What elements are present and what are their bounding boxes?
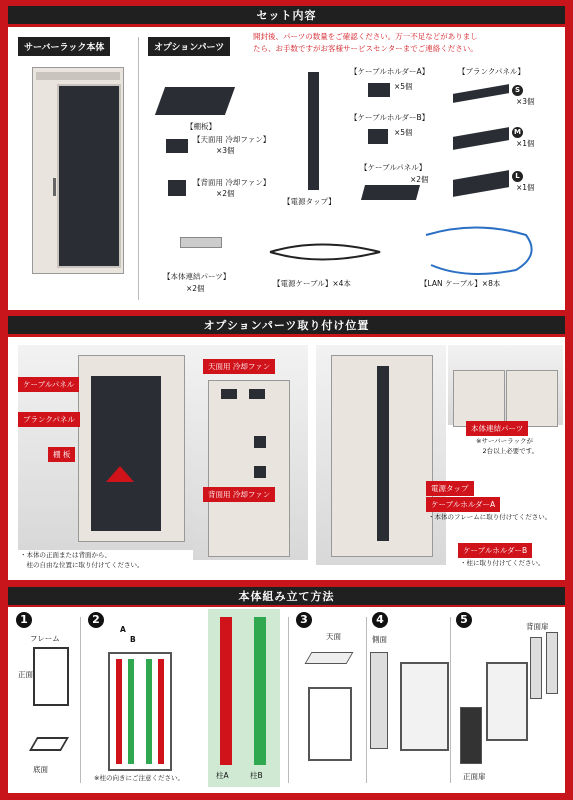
label-holder-b: ケーブルホルダーB xyxy=(458,543,532,558)
rack-handle xyxy=(53,178,56,196)
frame-label: フレーム xyxy=(30,634,60,643)
rack-left xyxy=(453,370,505,427)
label-blank-panel: ブランクパネル xyxy=(18,412,80,427)
blank-s-mark: S xyxy=(512,85,523,96)
back-fan-image xyxy=(168,180,186,196)
rack-open-image xyxy=(78,355,185,542)
notice-line-2: たら、お手数ですがお客様サービスセンターまでご連絡ください。 xyxy=(253,44,478,53)
section-header-options xyxy=(8,316,565,334)
step-2-number: 2 xyxy=(88,612,104,628)
cable-panel-qty: ×2個 xyxy=(410,175,429,184)
blank-m-image xyxy=(453,127,509,150)
pillar-b-mark xyxy=(128,659,134,764)
divider xyxy=(138,37,139,300)
label-cable-panel: ケーブルパネル xyxy=(18,377,79,392)
photo-connector xyxy=(448,345,563,425)
rack-top xyxy=(36,72,120,80)
note-pillar: ・柱に取り付けてください。 xyxy=(460,559,545,567)
top-label: 天面 xyxy=(326,632,341,641)
notice-line-1: 開封後、パーツの数量をご確認ください。万一不足などがありまし xyxy=(253,32,478,41)
side-panel-drawing xyxy=(370,652,388,749)
rack-side-image xyxy=(208,380,290,557)
rack-body-image xyxy=(32,67,124,274)
power-cable-label: 【電源ケーブル】×4本 xyxy=(273,279,351,288)
blank-m-qty: ×1個 xyxy=(516,139,535,148)
photo-front-open xyxy=(18,345,198,550)
section-title: 本体組み立て方法 xyxy=(238,590,335,603)
back-door-drawing xyxy=(530,637,542,699)
front-door-label: 正面扉 xyxy=(463,772,486,781)
rack-right xyxy=(506,370,558,427)
step-3-number: 3 xyxy=(296,612,312,628)
label-connector: 本体連結パーツ xyxy=(466,421,528,436)
label-power-tap: 電源タップ xyxy=(426,481,474,496)
section-title: オプションパーツ取り付け位置 xyxy=(203,319,370,332)
cable-panel-image xyxy=(361,185,420,200)
rack-door-glass xyxy=(57,84,121,268)
label-back-fan: 背面用 冷却ファン xyxy=(203,487,275,502)
divider xyxy=(366,617,367,783)
pillar-a-mark xyxy=(158,659,164,764)
blank-l-mark: L xyxy=(512,171,523,182)
holder-a-qty: ×5個 xyxy=(394,82,413,91)
blank-l-qty: ×1個 xyxy=(516,183,535,192)
holder-b-image xyxy=(368,129,388,144)
bottom-drawing xyxy=(29,737,69,751)
rack-drawing-5 xyxy=(486,662,528,741)
blank-panel-label: 【ブランクパネル】 xyxy=(458,67,525,76)
pillar-b-image xyxy=(254,617,266,765)
holder-a-image xyxy=(368,83,390,97)
rack-tab: サーバーラック本体 xyxy=(18,37,110,56)
rack-interior xyxy=(91,376,161,531)
connector-label: 【本体連結パーツ】 xyxy=(163,272,231,281)
divider xyxy=(288,617,289,783)
top-fan-spot xyxy=(249,389,265,399)
front-label: 正面 xyxy=(18,670,33,679)
options-tab: オプションパーツ xyxy=(148,37,230,56)
divider xyxy=(450,617,451,783)
note-connector-1: ※サーバーラックが xyxy=(476,437,533,445)
note-frame: ・本体のフレームに取り付けてください。 xyxy=(428,513,552,521)
power-tap-spot xyxy=(377,366,389,541)
photo-fans xyxy=(193,345,308,560)
holder-b-label: 【ケーブルホルダーB】 xyxy=(350,113,430,122)
assembly-panel xyxy=(8,607,565,793)
top-fan-label: 【天面用 冷却ファン】 xyxy=(193,135,271,144)
blank-m-mark: M xyxy=(512,127,523,138)
up-arrow-icon xyxy=(106,466,134,482)
connector-image xyxy=(180,237,222,248)
label-holder-a: ケーブルホルダーA xyxy=(426,497,500,512)
pillar-a-label: 柱A xyxy=(216,771,229,780)
bottom-label: 底面 xyxy=(33,765,48,774)
rack-door-open-image xyxy=(331,355,433,557)
back-fan-label: 【背面用 冷却ファン】 xyxy=(193,178,271,187)
mark-b: B xyxy=(130,635,136,644)
label-shelf: 棚 板 xyxy=(48,447,75,462)
shelf-label: 【棚板】 xyxy=(186,122,216,131)
mark-a: A xyxy=(120,625,126,634)
back-fan-spot xyxy=(254,466,266,478)
power-tap-image xyxy=(308,72,319,190)
label-top-fan: 天面用 冷却ファン xyxy=(203,359,275,374)
blank-l-image xyxy=(453,170,509,197)
top-fan-image xyxy=(166,139,188,153)
step-1-number: 1 xyxy=(16,612,32,628)
section-header-assembly xyxy=(8,587,565,605)
divider xyxy=(80,617,81,783)
frame-drawing xyxy=(33,647,69,706)
blank-s-qty: ×3個 xyxy=(516,97,535,106)
pillar-b-label: 柱B xyxy=(250,771,263,780)
note-connector-2: 2台以上必要です。 xyxy=(476,447,539,455)
back-door-drawing xyxy=(546,632,558,694)
frame-drawing-3 xyxy=(308,687,352,761)
note-left-1: ・本体の正面または背面から、 xyxy=(20,551,111,559)
options-panel xyxy=(8,337,565,580)
rack-drawing-4 xyxy=(400,662,449,751)
section-header-contents xyxy=(8,6,565,24)
front-door-drawing xyxy=(460,707,482,764)
pillar-note: ※柱の向きにご注意ください。 xyxy=(94,774,184,782)
cable-panel-label: 【ケーブルパネル】 xyxy=(360,163,427,172)
side-label: 側面 xyxy=(372,635,387,644)
contents-panel xyxy=(8,27,565,310)
lan-cable-image xyxy=(416,225,546,280)
power-tap-label: 【電源タップ】 xyxy=(283,197,336,206)
step-4-number: 4 xyxy=(372,612,388,628)
back-door-label: 背面扉 xyxy=(526,622,549,631)
back-fan-spot xyxy=(254,436,266,448)
power-cable-image xyxy=(260,232,390,272)
lan-cable-label: 【LAN ケーブル】×8本 xyxy=(420,279,501,288)
pillar-a-mark xyxy=(116,659,122,764)
section-title: セット内容 xyxy=(256,9,317,22)
step-5-number: 5 xyxy=(456,612,472,628)
connector-qty: ×2個 xyxy=(186,284,205,293)
photo-door-open xyxy=(316,345,446,565)
back-fan-qty: ×2個 xyxy=(216,189,235,198)
frame-pillars-drawing xyxy=(108,652,172,771)
note-left-2: 柱の自由な位置に取り付けてください。 xyxy=(20,561,144,569)
holder-b-qty: ×5個 xyxy=(394,128,413,137)
holder-a-label: 【ケーブルホルダーA】 xyxy=(350,67,430,76)
pillar-a-image xyxy=(220,617,232,765)
pillar-compare-box xyxy=(208,609,280,787)
top-fan-spot xyxy=(221,389,237,399)
blank-s-image xyxy=(453,84,509,103)
top-panel-drawing xyxy=(305,652,354,664)
top-fan-qty: ×3個 xyxy=(216,146,235,155)
shelf-image xyxy=(155,87,235,115)
pillar-b-mark xyxy=(146,659,152,764)
